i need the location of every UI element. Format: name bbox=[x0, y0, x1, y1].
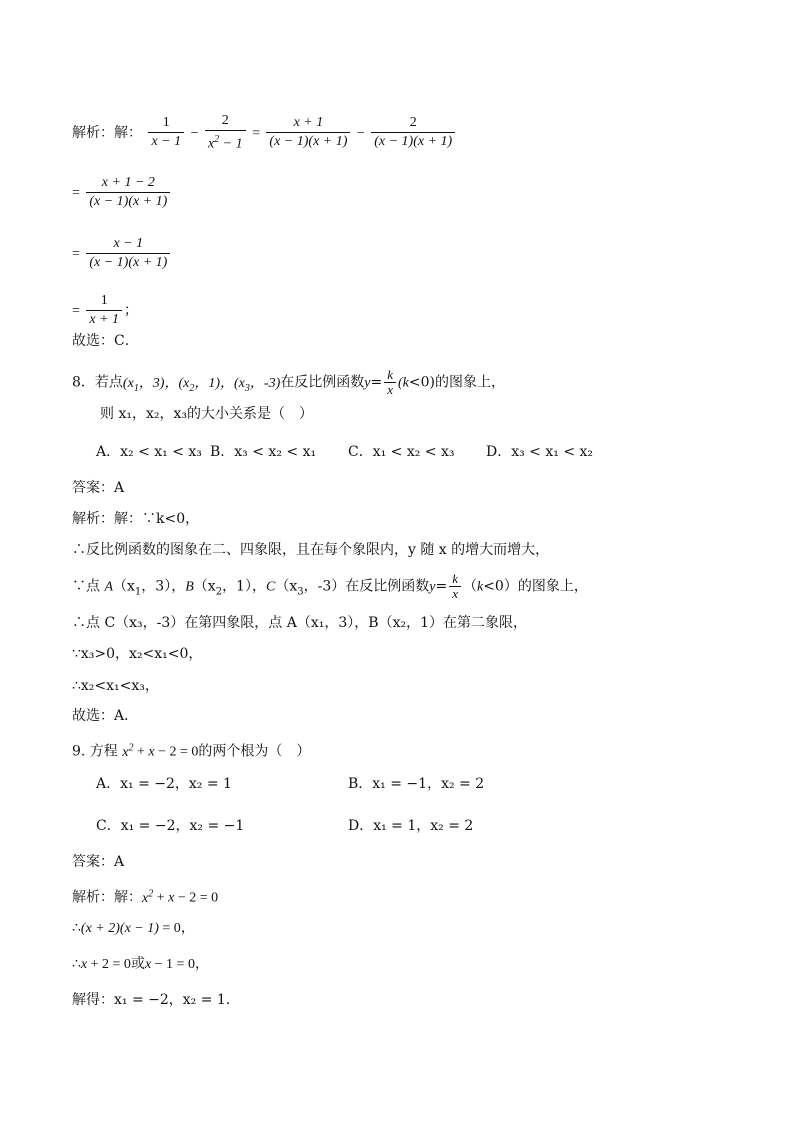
q9-option-c[interactable]: C．x₁ = −2，x₂ = −1 bbox=[96, 818, 245, 834]
q9-option-b[interactable]: B．x₁ = −1，x₂ = 2 bbox=[348, 776, 485, 792]
q8-sub: 则 x₁，x₂，x₃的大小关系是（ ） bbox=[100, 406, 313, 422]
q7-solution-line-1: 解析：解： $\frac{1}{x - 1}$ − $\frac{2}{x^2 - 1}$ = $\frac{x + 1}{(x - 1)(x + 1)}$ − $\frac{2}{(x - 1)(x + 1)}$ bbox=[72, 112, 457, 154]
q8-option-a[interactable]: A．x₂ < x₁ < x₃ bbox=[96, 444, 202, 460]
fraction: $\frac{k}{x}$ bbox=[449, 572, 461, 601]
fraction: $\frac{k}{x}$ bbox=[384, 368, 396, 397]
q8-analysis-given: ∵点 $A(x_1$，3），$B(x_2$，1），$C(x_3$，-3）在反比例函数y= $\frac{k}{x}$ （k<0）的图象上， bbox=[72, 571, 588, 601]
q8-answer: 答案：A bbox=[72, 480, 125, 496]
q8-analysis-1: 解析：解：∵k<0， bbox=[72, 511, 200, 527]
fraction: $\frac{2}{(x - 1)(x + 1)}$ bbox=[371, 114, 455, 151]
q9-stem: 9. 方程 $x^2 + x - 2 = 0$的两个根为（ ） bbox=[72, 742, 311, 760]
q7-solution-line-2: = $\frac{x + 1 - 2}{(x - 1)(x + 1)}$ bbox=[72, 174, 172, 211]
q8-analysis-3: ∴点 C（x₃，-3）在第四象限，点 A（x₁，3），B（x₂，1）在第二象限， bbox=[72, 615, 527, 631]
q9-option-d[interactable]: D．x₁ = 1，x₂ = 2 bbox=[348, 818, 474, 834]
q9-analysis-1: 解析：解：$x^2 + x - 2 = 0$ bbox=[72, 888, 219, 906]
q8-option-c[interactable]: C．x₁ < x₂ < x₃ bbox=[348, 444, 455, 460]
q8-analysis-2: ∴反比例函数的图象在二、四象限，且在每个象限内，y 随 x 的增大而增大， bbox=[72, 542, 550, 558]
q8-option-b[interactable]: B．x₃ < x₂ < x₁ bbox=[210, 444, 317, 460]
q7-solution-label: 解析：解： bbox=[72, 124, 142, 141]
q8-option-d[interactable]: D．x₃ < x₁ < x₂ bbox=[486, 444, 594, 460]
q9-answer: 答案：A bbox=[72, 854, 125, 870]
fraction: $\frac{1}{x + 1}$ bbox=[86, 292, 122, 329]
q8-analysis-6: 故选：A． bbox=[72, 708, 139, 724]
q9-analysis-3: ∴x + 2 = 0或x − 1 = 0， bbox=[72, 956, 209, 972]
fraction: $\frac{x + 1}{(x - 1)(x + 1)}$ bbox=[266, 114, 350, 151]
q8-stem: 8．若点($x_1$，3)，($x_2$，1)，($x_3$，-3)在反比例函数y= $\frac{k}{x}$ (k<0)的图象上， bbox=[72, 367, 505, 397]
q9-analysis-2: ∴(x + 2)(x − 1) = 0， bbox=[72, 920, 195, 936]
q7-result: 故选：C． bbox=[72, 333, 139, 349]
q8-analysis-4: ∵x₃>0，x₂<x₁<0， bbox=[72, 646, 203, 662]
fraction: $\frac{x + 1 - 2}{(x - 1)(x + 1)}$ bbox=[86, 174, 170, 211]
q9-solved: 解得：x₁ = −2，x₂ = 1． bbox=[72, 992, 240, 1008]
fraction: $\frac{1}{x - 1}$ bbox=[148, 114, 184, 151]
q9-option-a[interactable]: A．x₁ = −2，x₂ = 1 bbox=[96, 776, 232, 792]
fraction: $\frac{x - 1}{(x - 1)(x + 1)}$ bbox=[86, 235, 170, 272]
q8-analysis-5: ∴x₂<x₁<x₃， bbox=[72, 678, 159, 694]
q7-solution-line-3: = $\frac{x - 1}{(x - 1)(x + 1)}$ bbox=[72, 235, 172, 272]
fraction: $\frac{2}{x^2 - 1}$ bbox=[205, 112, 246, 154]
q7-solution-line-4: = $\frac{1}{x + 1}$ ； bbox=[72, 293, 139, 327]
